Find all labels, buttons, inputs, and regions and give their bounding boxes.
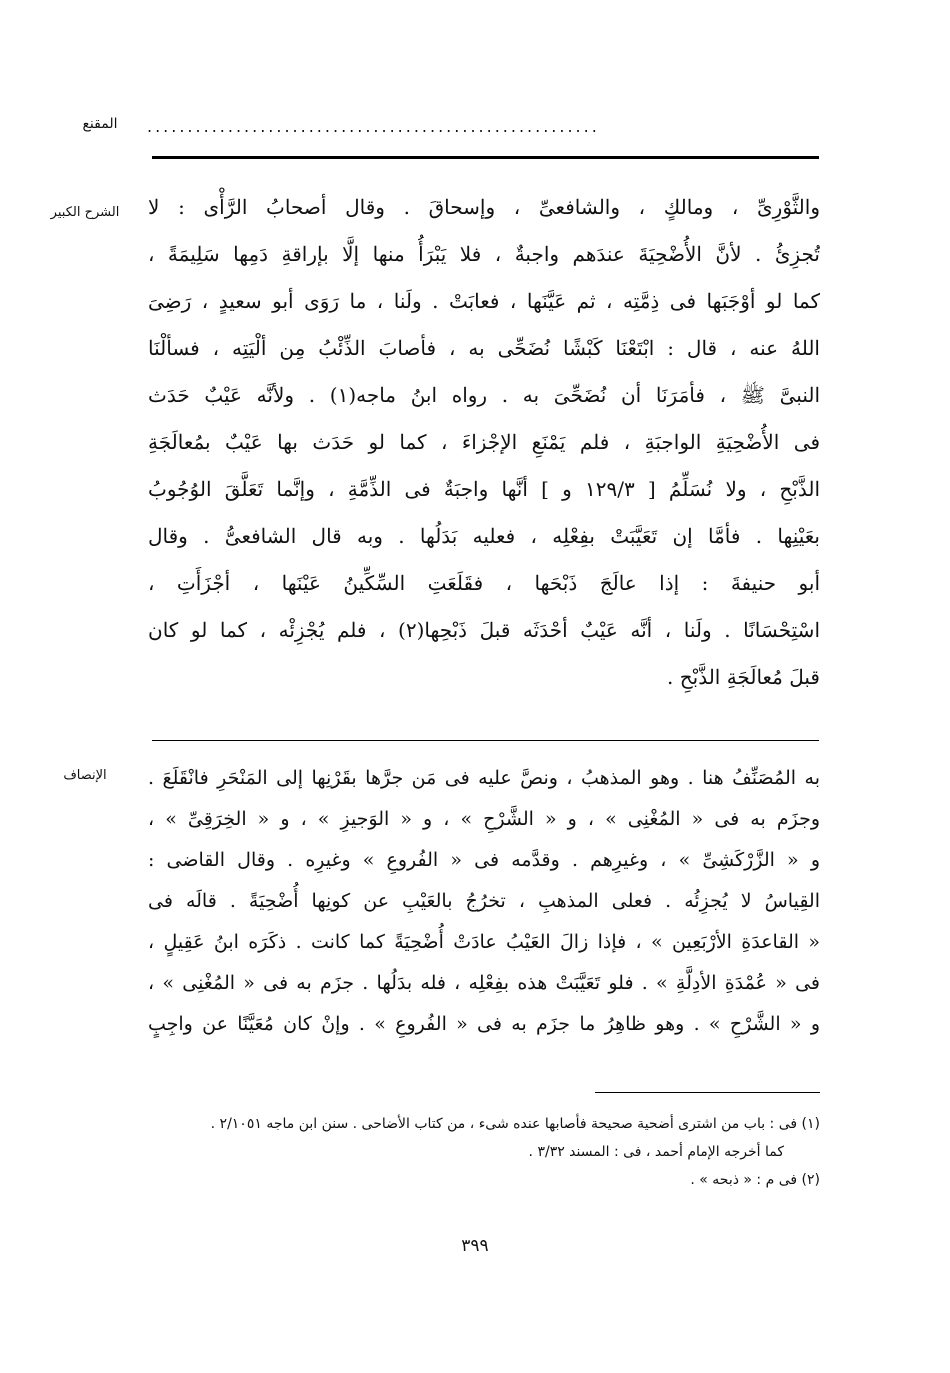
insaf-line: « القاعدَةِ الأرْبَعِين » ، فإذا زالَ العَيْبُ عادَتْ أُضْحِيَةً كما كانت . ذكَرَه ابنُ عَقِيلٍ ، xyxy=(148,931,820,953)
footnote-1: (١) فى : باب من اشترى أضحية صحيحة فأصابها عنده شىء ، من كتاب الأضاحى . سنن ابن ماجه ٢/١٠٥١ . xyxy=(210,1116,820,1132)
sharh-line: الذَّبْحِ ، ولا نُسَلِّمُ [ ١٢٩/٣ و ] أنَّها واجبَةٌ فى الذِّمَّةِ ، وإنَّما تَعَلَّقَ الوُجُوبُ xyxy=(148,477,820,501)
sharh-line: كما لو أوْجَبَها فى ذِمَّتِه ، ثم عَيَّنَها ، فعابَتْ . ولَنا ، ما رَوَى أبو سعيدٍ ، رَضِىَ xyxy=(148,289,820,313)
footnote-1-continued: كما أخرجه الإمام أحمد ، فى : المسند ٣/٣٢ . xyxy=(528,1144,784,1160)
insaf-line: و « الشَّرْحِ » . وهو ظاهِرُ ما جزَم به فى « الفُروعِ » . وإنْ كان مُعَيَّنًا عن واجِبٍ xyxy=(148,1013,820,1035)
sharh-line: النبىَّ ﷺ ، فأمَرَنَا أن نُضَحِّىَ به . رواه ابنُ ماجه(١) . ولأنَّه عَيْبٌ حَدَث xyxy=(148,383,820,407)
insaf-line: فى « عُمْدَةِ الأدِلَّةِ » . فلو تَعَيَّبَتْ هذه بفِعْلِه ، فله بدَلُها . جزَم به فى « المُغْنِى » ، xyxy=(148,972,820,994)
footnote-2: (٢) فى م : « ذبحه » . xyxy=(690,1172,820,1188)
footnote-rule xyxy=(595,1092,820,1093)
margin-label-insaf: الإنصاف xyxy=(63,768,107,783)
sharh-line: بعَيْنِها . فأمَّا إن تَعَيَّبَتْ بفِعْلِه ، فعليه بَدَلُها . وبه قال الشافعىُّ . وقال xyxy=(148,524,820,548)
sharh-text-block xyxy=(148,184,820,701)
section-divider xyxy=(152,740,819,741)
insaf-line: القِياسُ لا يُجزِئُه . فعلى المذهبِ ، تخرُجُ بالعَيْبِ عن كونِها أُضْحِيَةً . قالَه فى xyxy=(148,890,820,912)
header-dot-leader: ........................................................ xyxy=(147,120,600,134)
footnotes xyxy=(148,1110,820,1194)
insaf-line: به المُصَنِّفُ هنا . وهو المذهبُ ، ونصَّ عليه فى مَن جرَّها بقَرْنِها إلى المَنْحَرِ فانْقَلَعَ . xyxy=(148,767,820,789)
running-header-title: المقنع xyxy=(82,116,118,132)
margin-label-sharh: الشرح الكبير xyxy=(50,205,120,220)
sharh-line: والثَّوْرِىِّ ، ومالكٍ ، والشافعىِّ ، وإسحاقَ . وقال أصحابُ الرَّأْى : لا xyxy=(148,195,820,219)
sharh-line: أبو حنيفةَ : إذا عالَجَ ذَبْحَها ، فقَلَعَتِ السِّكِّينُ عَيْنَها ، أجْزَأَتِ ، xyxy=(148,571,820,595)
insaf-line: وجزَم به فى « المُغْنِى » ، و « الشَّرْحِ » ، و « الوَجيزِ » ، و « الخِرَقِىِّ » ، xyxy=(148,808,820,830)
header-rule xyxy=(152,156,819,159)
sharh-line: فى الأُضْحِيَةِ الواجبَةِ ، فلم يَمْنَعِ الإجْزاءَ ، كما لو حَدَث بها عَيْبٌ بمُعالَجَةِ xyxy=(148,430,820,454)
sharh-line-last: قبلَ مُعالَجَةِ الذَّبْحِ . xyxy=(667,665,820,689)
insaf-line: و « الزَّرْكَشِىِّ » ، وغيرِهم . وقدَّمه فى « الفُروعِ » وغيرِه . وقال القاضى : xyxy=(148,849,820,871)
sharh-line: تُجزِئُ . لأنَّ الأُضْحِيَةَ عندَهم واجبةٌ ، فلا يَبْرَأُ منها إلَّا بإراقةِ دَمِها سَلِيمَةً ، xyxy=(148,242,820,266)
insaf-text-block xyxy=(148,758,820,1045)
sharh-line: اسْتِحْسَانًا . ولَنا ، أنَّه عَيْبٌ أحْدَثَه قبلَ ذَبْحِها(٢) ، فلم يُجْزِئْه ، كما لو كان xyxy=(148,618,820,642)
sharh-line: اللهُ عنه ، قال : ابْتَعْنَا كَبْشًا نُضَحِّى به ، فأصابَ الذِّئْبُ مِن ألْيَتِه ، فسألْنَا xyxy=(148,336,820,360)
page-number: ٣٩٩ xyxy=(461,1236,489,1256)
